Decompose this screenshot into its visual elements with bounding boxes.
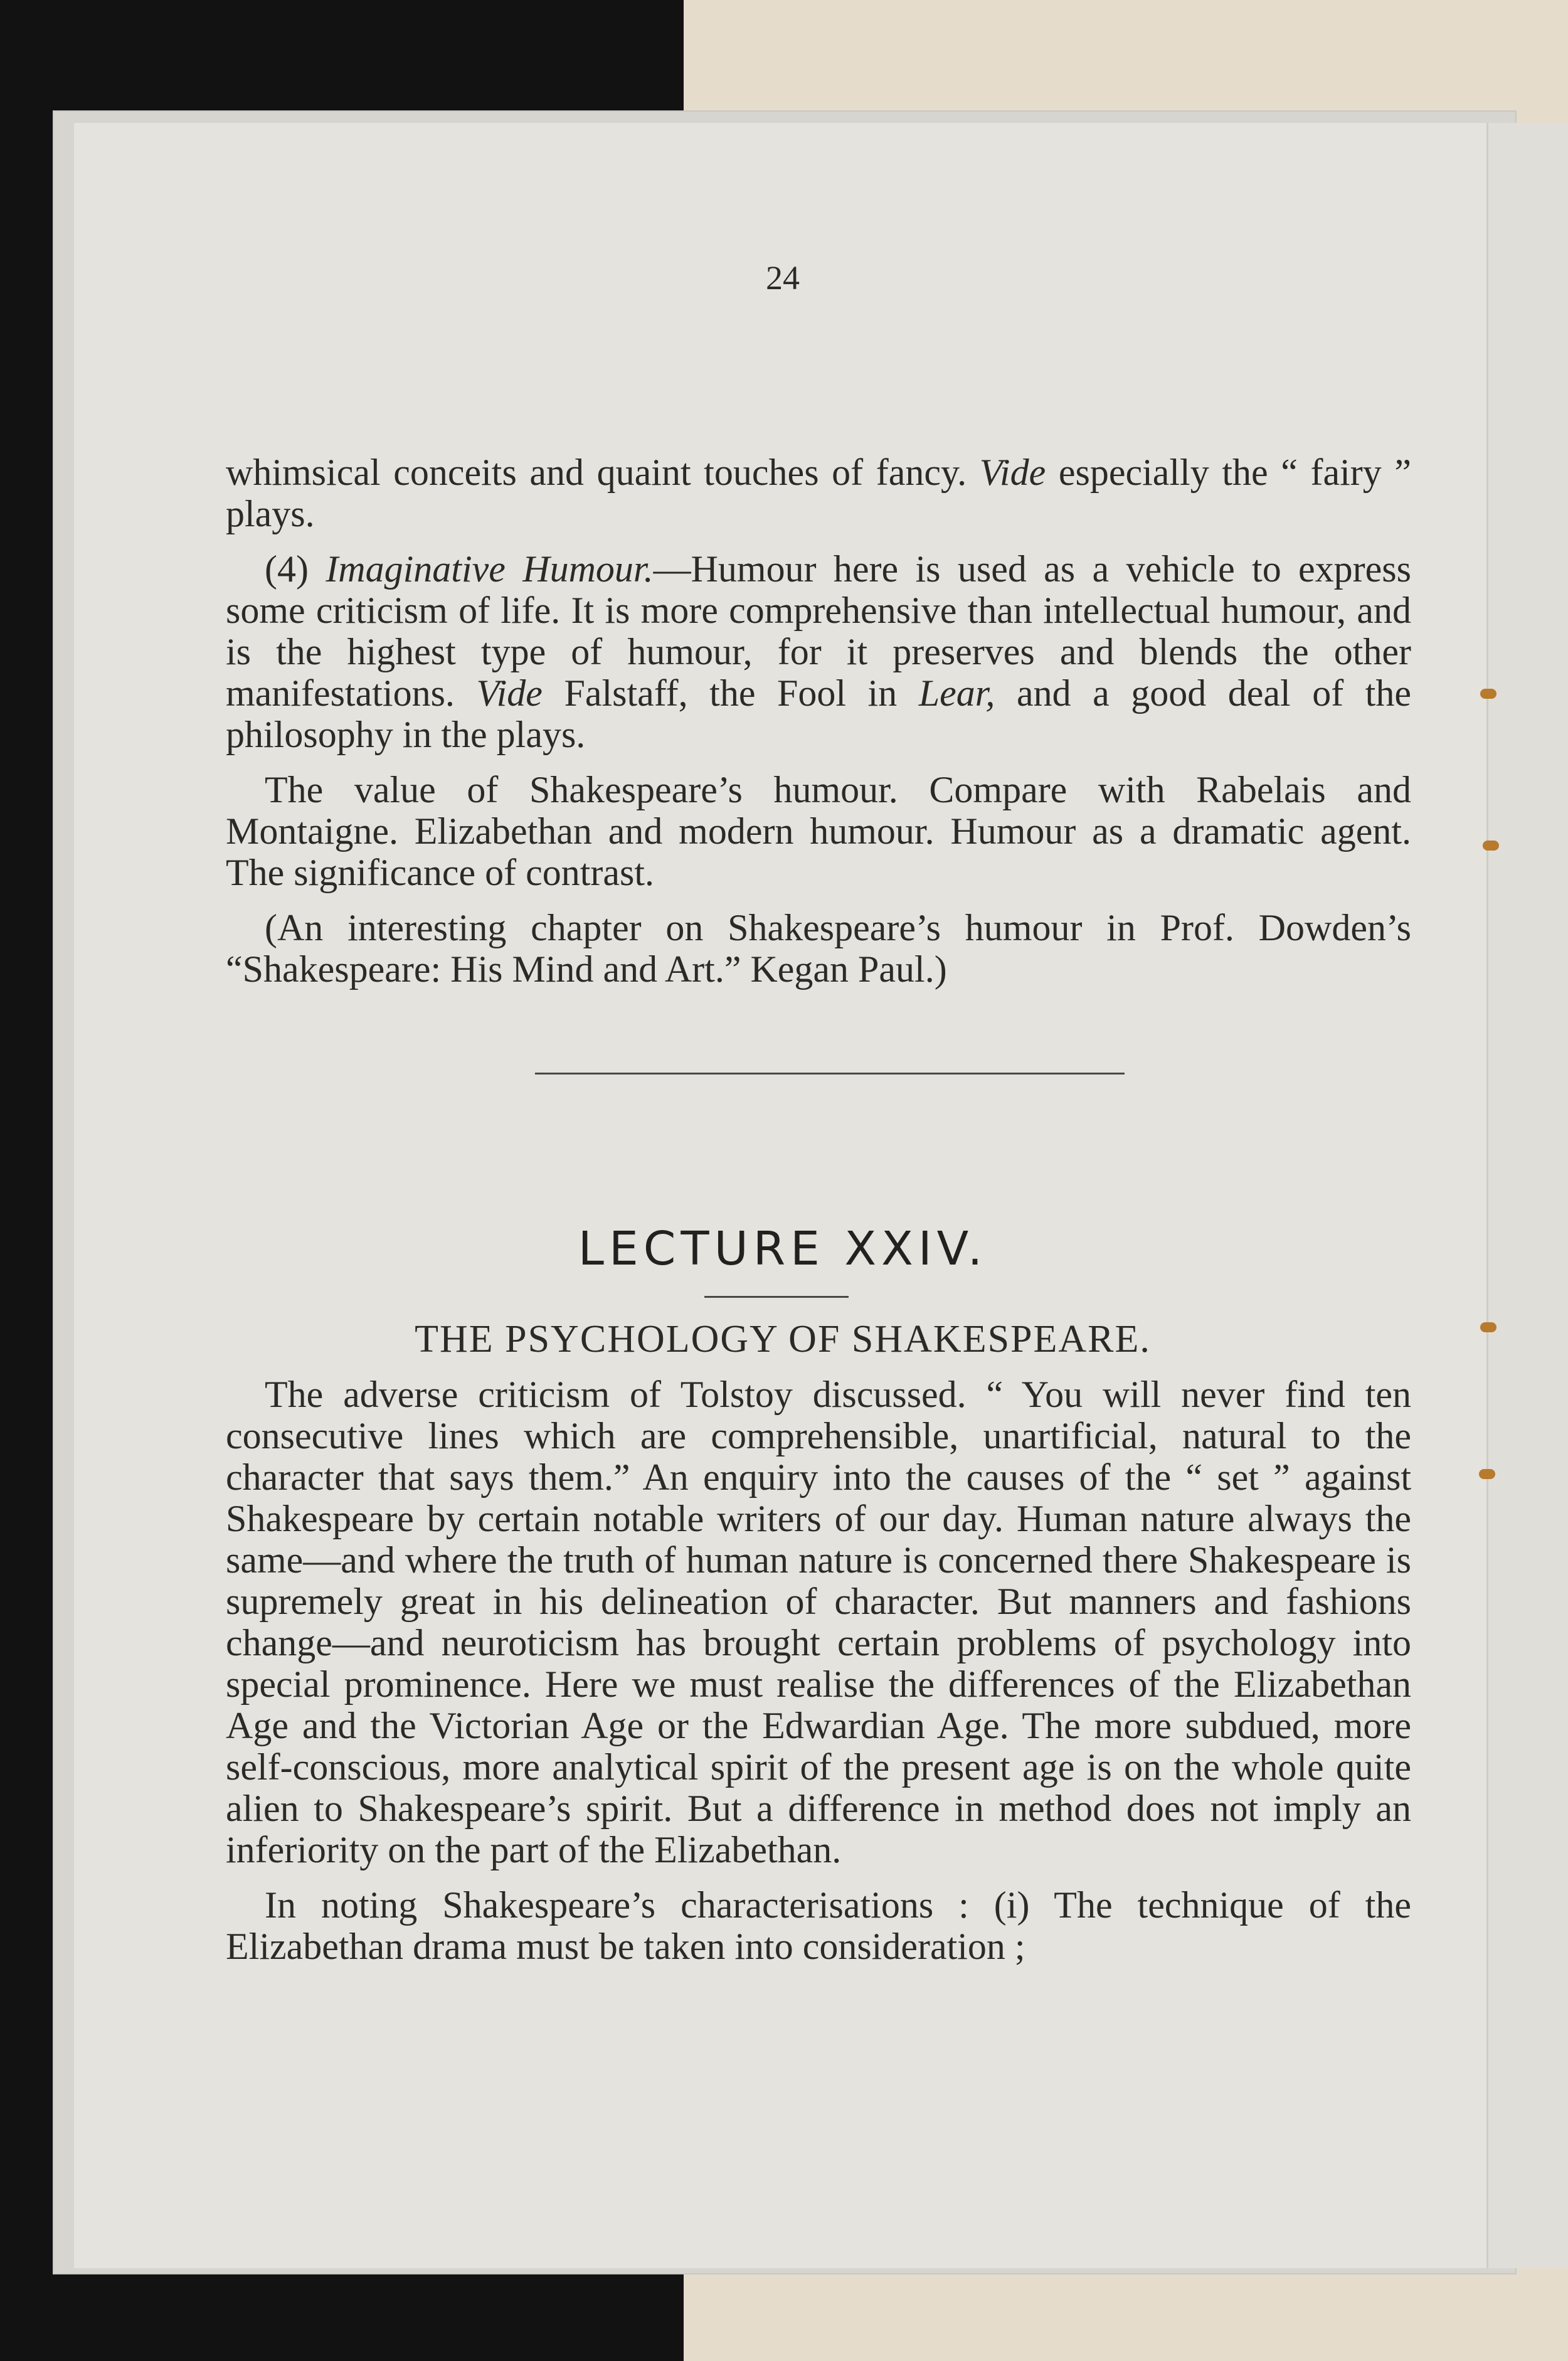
item4-lear: Lear, bbox=[918, 672, 995, 714]
section-divider bbox=[535, 1073, 1125, 1074]
binding-speck bbox=[1479, 1469, 1495, 1479]
binding-speck bbox=[1480, 1322, 1496, 1332]
binding-speck bbox=[1483, 841, 1499, 851]
heading-underline bbox=[704, 1296, 849, 1298]
lecture-paragraph-2: In noting Shakespeare’s characterisations : (i) The technique of the Elizabethan drama must be taken into consideration ; bbox=[226, 1884, 1411, 1967]
lecture-paragraph-1: The adverse criticism of Tolstoy discussed. “ You will never find ten consecutive lines which are comprehensible, unartificial, natural to the character that says them.” An enquiry into the causes of the “ set ” against Shakespeare by certain notable writers of our day. Human nature always the same—and where the truth of human nature is concerned there Shakespeare is supremely great in his delineation of character. But manners and fashions change—and neuroticism has brought certain problems of psychology into special prominence. Here we must realise the differences of the Elizabethan Age and the Victorian Age or the Edwardian Age. The more subdued, more self-conscious, more analytical spirit of the present age is on the whole quite alien to Shakespeare’s spirit. But a difference in method does not imply an inferiority on the part of the Elizabethan. bbox=[226, 1374, 1411, 1870]
vide-word: Vide bbox=[979, 452, 1046, 493]
note-paragraph: (An interesting chapter on Shakespeare’s humour in Prof. Dowden’s “Shakespeare: His Mind and Art.” Kegan Paul.) bbox=[226, 907, 1411, 990]
lecture-title: THE PSYCHOLOGY OF SHAKESPEARE. bbox=[415, 1318, 1151, 1361]
continuation-paragraph bbox=[226, 452, 1411, 534]
item4-heading: Imaginative Humour. bbox=[326, 548, 654, 590]
binding-speck bbox=[1480, 689, 1496, 699]
item4-paragraph bbox=[226, 548, 1411, 755]
lecture-heading: LECTURE XXIV. bbox=[578, 1222, 988, 1276]
value-paragraph: The value of Shakespeare’s humour. Compare with Rabelais and Montaigne. Elizabethan and modern humour. Humour as a dramatic agent. The significance of contrast. bbox=[226, 769, 1411, 893]
facing-page-gutter bbox=[1486, 123, 1568, 2268]
continuation-tail: especially the “ fairy ” plays. bbox=[226, 452, 1412, 534]
item4-number: (4) bbox=[265, 548, 309, 590]
upper-text bbox=[226, 452, 1411, 1004]
item4-text-a: —Humour here is used as a vehicle to express some criticism of life. It is more comprehensive than intellectual humour, and is the highest type of humour, for it preserves and blends the other manifestations. bbox=[226, 548, 1411, 714]
item4-vide: Vide bbox=[476, 672, 543, 714]
lecture-text bbox=[226, 1374, 1411, 1981]
page-number: 24 bbox=[766, 259, 800, 297]
continuation-text: whimsical conceits and quaint touches of fancy. bbox=[226, 452, 967, 493]
item4-text-c: and a good deal of the philosophy in the plays. bbox=[226, 672, 1411, 755]
book-page bbox=[74, 123, 1491, 2268]
item4-text-b: Falstaff, the Fool in bbox=[564, 672, 898, 714]
